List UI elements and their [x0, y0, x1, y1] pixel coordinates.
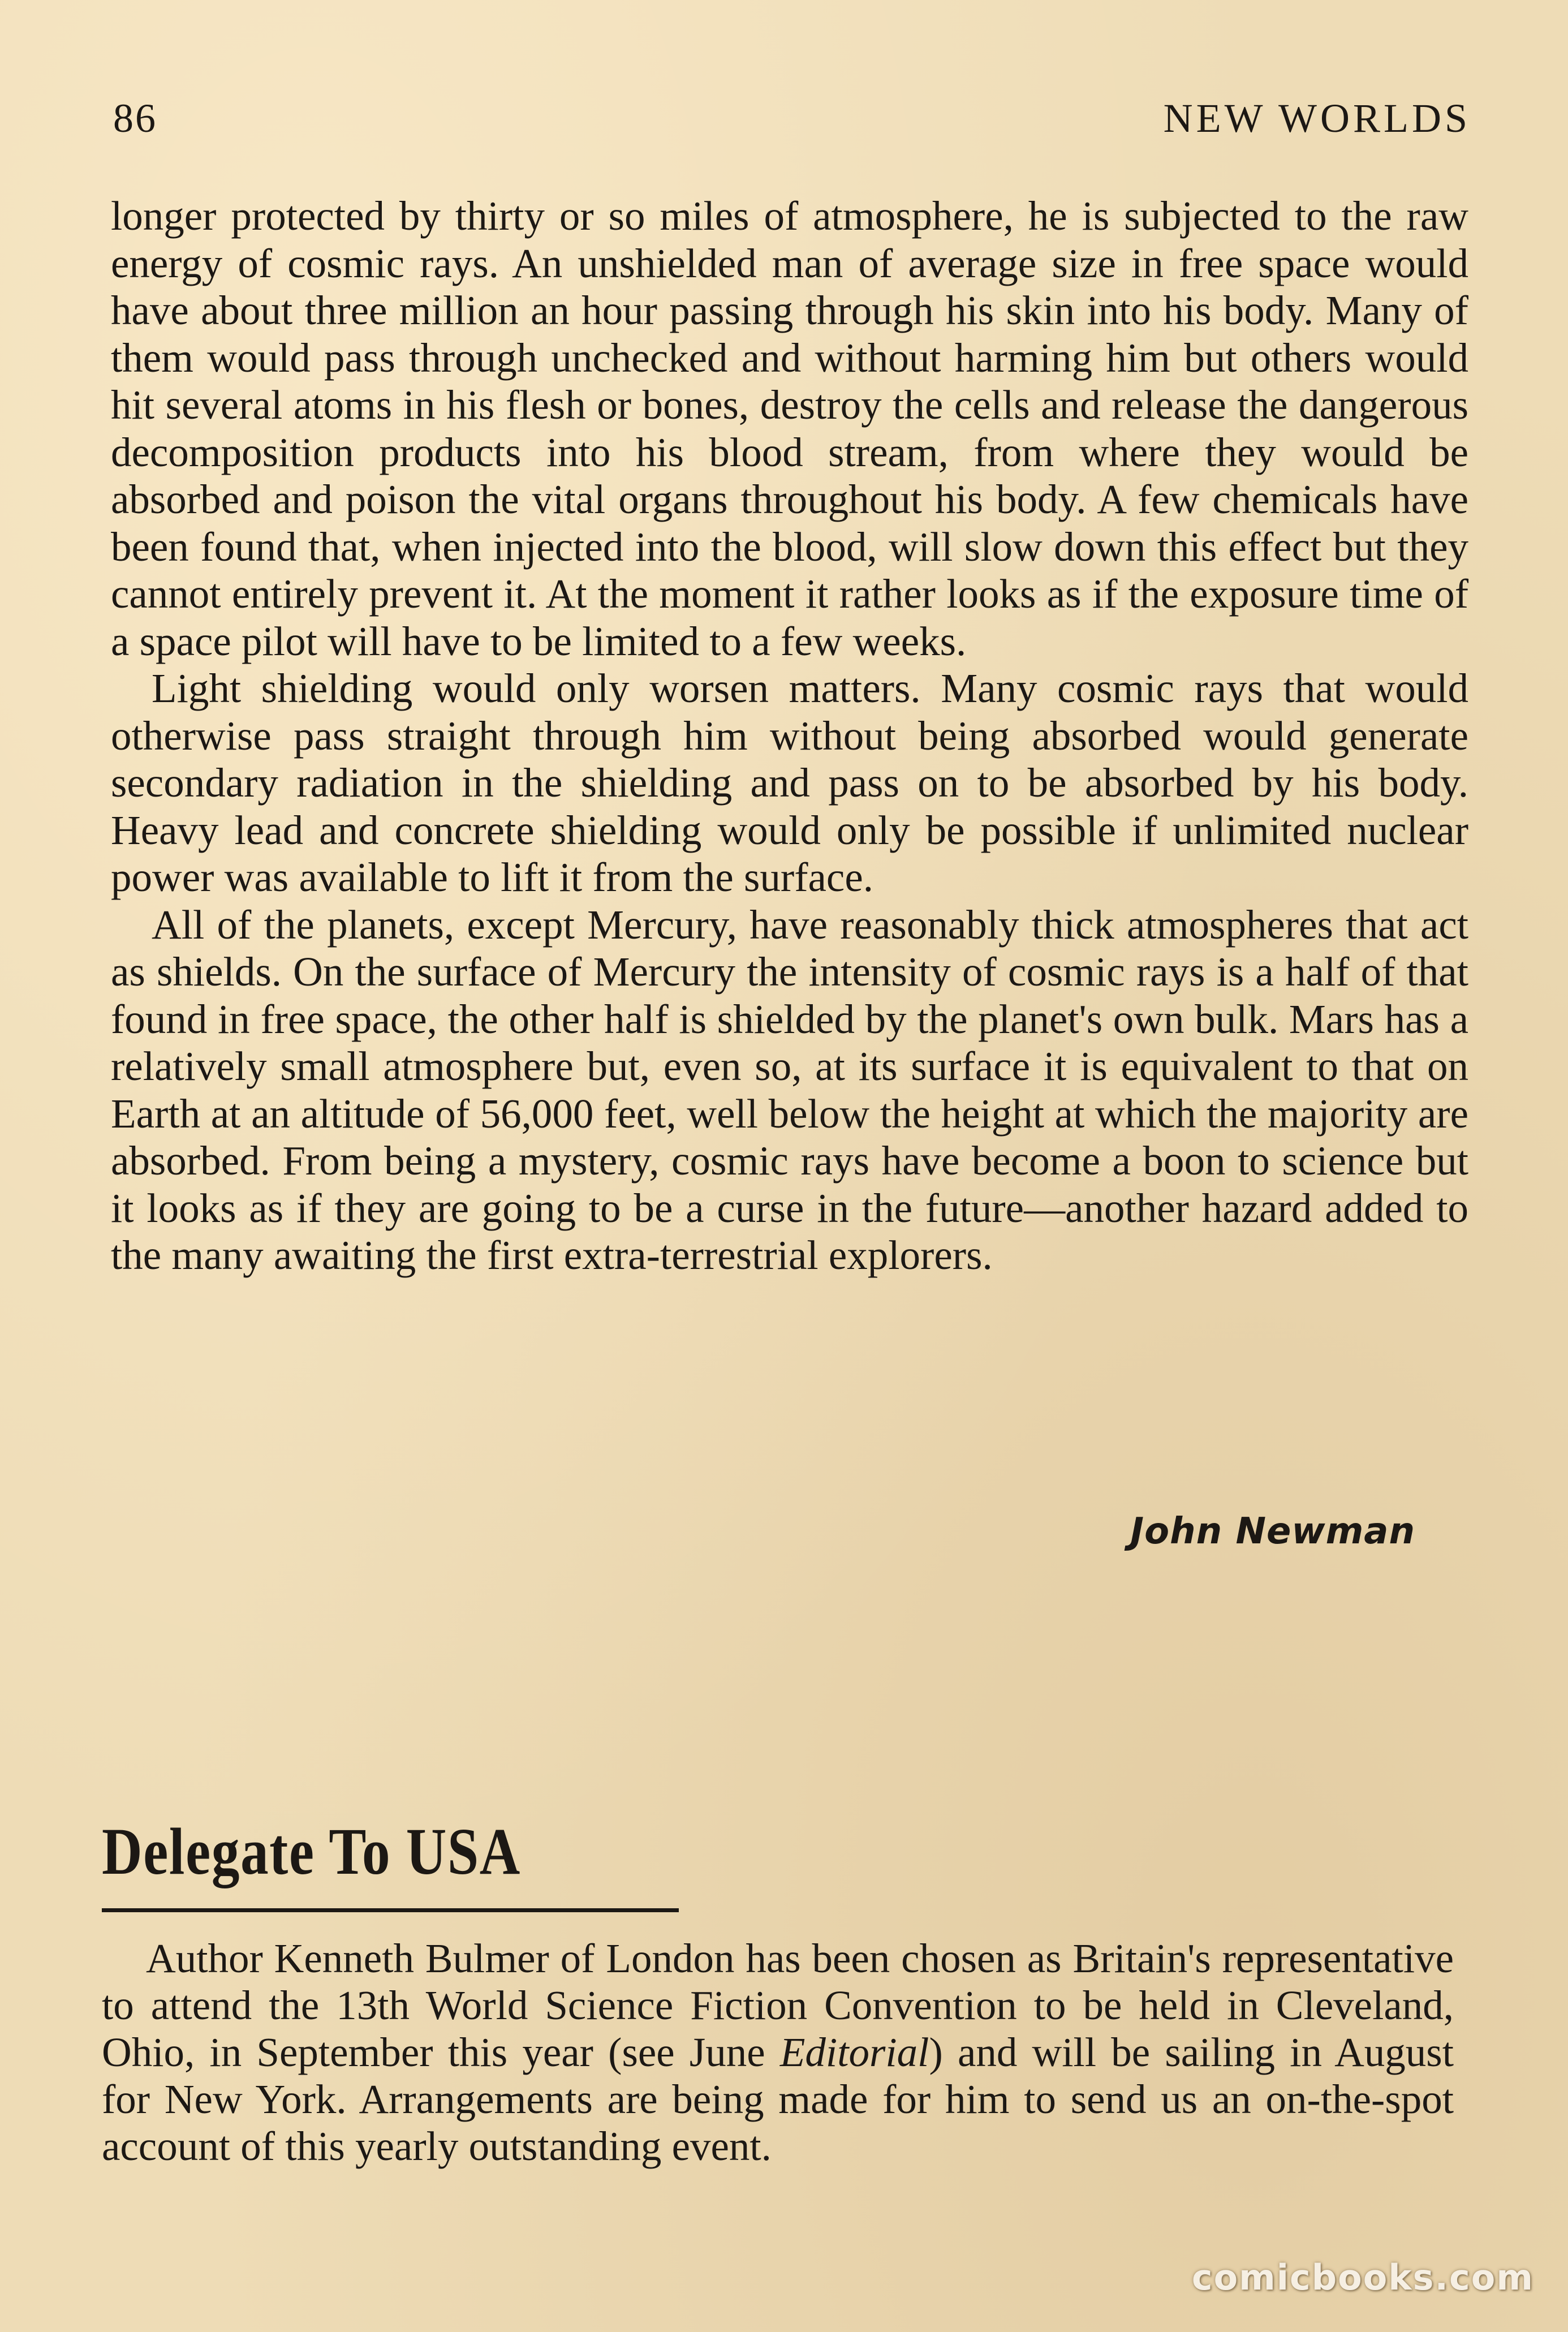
author-signature: John Newman [1130, 1511, 1415, 1552]
news-body [102, 1935, 1454, 2170]
news-text-emphasis: Editorial [779, 2029, 929, 2075]
page-number: 86 [113, 96, 157, 141]
news-heading: Delegate To USA [102, 1814, 522, 1888]
article-paragraph-1: longer protected by thirty or so miles of atmosphere, he is subjected to the raw energy of cosmic rays. An unshielded man of average size in free space would have about three million an hour passing through his skin into his body. Many of them would pass through unchecked and without harming him but others would hit several atoms in his flesh or bones, destroy the cells and release the dangerous decomposition products into his blood stream, from where they would be absorbed and poison the vital organs throughout his body. A few chemicals have been found that, when injected into the blood, will slow down this effect but they cannot entirely prevent it. At the moment it rather looks as if the exposure time of a space pilot will have to be limited to a few weeks. [111, 193, 1468, 664]
magazine-title: NEW WORLDS [1163, 96, 1471, 141]
news-text-end: ) and will be sailing in August for New York. Arrangements are being made for him to send us an on-the-spot account of this yearly outstanding event. [102, 2029, 1454, 2169]
news-paragraph [102, 1935, 1454, 2170]
article-paragraph-3: All of the planets, except Mercury, have reasonably thick atmospheres that act as shields. On the surface of Mercury the intensity of cosmic rays is a half of that found in free space, the other half is shielded by the planet's own bulk. Mars has a relatively small atmosphere but, even so, at its surface it is equivalent to that on Earth at an altitude of 56,000 feet, well below the height at which the majority are absorbed. From being a mystery, cosmic rays have become a boon to science but it looks as if they are going to be a curse in the future—another hazard added to the many awaiting the first extra-terrestrial explorers. [111, 901, 1468, 1278]
article-body [111, 192, 1468, 1279]
news-text-start: Author Kenneth Bulmer of London has been chosen as Britain's representative to attend the 13th World Science Fiction Convention to be held in Cleveland, Ohio, in September this year (see June [102, 1935, 1454, 2075]
article-paragraph-2: Light shielding would only worsen matters. Many cosmic rays that would otherwise pass straight through him without being absorbed would generate secondary radiation in the shielding and pass on to be absorbed by his body. Heavy lead and concrete shielding would only be possible if unlimited nuclear power was available to lift it from the surface. [111, 665, 1468, 900]
watermark: comicbooks.com [1191, 2257, 1534, 2298]
heading-underline [102, 1908, 679, 1912]
running-head [113, 95, 1471, 152]
